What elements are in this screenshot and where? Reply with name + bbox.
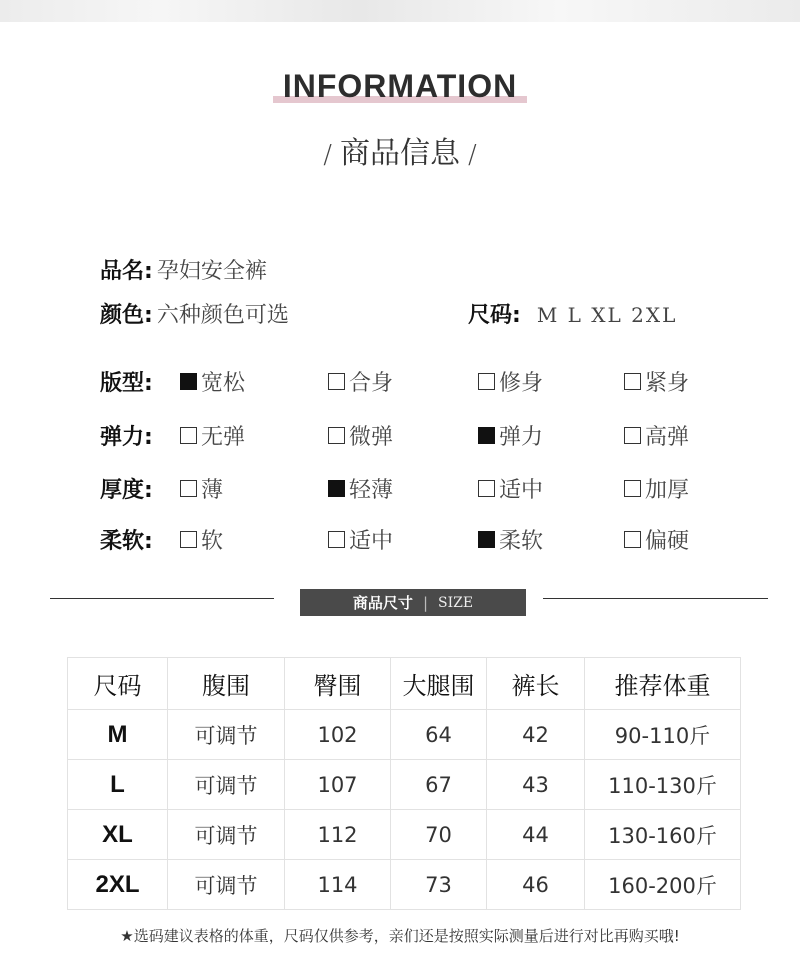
- table-row: [68, 810, 741, 860]
- option-label: 微弹: [349, 425, 394, 450]
- color-value: 六种颜色可选: [156, 303, 289, 328]
- size-banner-en: SIZE: [438, 594, 474, 611]
- option-label: 无弹: [201, 425, 246, 450]
- subtitle-text: 商品信息: [340, 136, 460, 171]
- attribute-label: 厚度:: [100, 478, 153, 503]
- cell-thigh: 70: [391, 810, 487, 860]
- cell-hip: 112: [285, 810, 391, 860]
- header-hip: 臀围: [285, 658, 391, 710]
- header-thigh: 大腿围: [391, 658, 487, 710]
- attribute-label: 版型:: [100, 371, 153, 396]
- checkbox-icon: [624, 531, 641, 548]
- information-heading: INFORMATION: [279, 68, 521, 105]
- cell-size: M: [68, 710, 168, 760]
- option-loose: [180, 366, 245, 397]
- size-label: 尺码:: [468, 303, 521, 328]
- checkbox-icon: [328, 427, 345, 444]
- product-name-row: [100, 254, 267, 285]
- option-regular: [328, 366, 393, 397]
- option-high: [624, 420, 689, 451]
- checkbox-icon: [624, 480, 641, 497]
- cell-waist: 可调节: [168, 810, 285, 860]
- option-light-thin: [328, 473, 393, 504]
- cell-waist: 可调节: [168, 710, 285, 760]
- checkbox-icon: [180, 373, 197, 390]
- option-label: 适中: [499, 478, 544, 503]
- checkbox-icon: [478, 480, 495, 497]
- option-label: 高弹: [645, 425, 690, 450]
- color-row: [100, 298, 289, 329]
- size-banner-separator: |: [422, 593, 428, 612]
- table-row: [68, 760, 741, 810]
- section-subtitle: [0, 128, 800, 172]
- option-stiff: [624, 524, 689, 555]
- section-title: [0, 68, 800, 105]
- cell-length: 42: [487, 710, 585, 760]
- size-table: [67, 657, 741, 910]
- checkbox-icon: [624, 427, 641, 444]
- cell-size: 2XL: [68, 860, 168, 910]
- cell-size: XL: [68, 810, 168, 860]
- option-label: 加厚: [645, 478, 690, 503]
- attribute-row-elasticity: [100, 420, 800, 450]
- attribute-row-thickness: [100, 473, 800, 503]
- color-label: 颜色:: [100, 303, 153, 328]
- checkbox-icon: [328, 531, 345, 548]
- checkbox-icon: [328, 480, 345, 497]
- slash-left: /: [323, 140, 332, 170]
- cell-length: 43: [487, 760, 585, 810]
- attribute-label: 弹力:: [100, 425, 153, 450]
- option-none: [180, 420, 245, 451]
- cell-weight: 130-160斤: [585, 810, 741, 860]
- option-medium: [478, 473, 543, 504]
- divider-right: [543, 598, 768, 599]
- cell-hip: 114: [285, 860, 391, 910]
- option-label: 偏硬: [645, 529, 690, 554]
- top-photo-strip: [0, 0, 800, 22]
- attribute-row-softness: [100, 524, 800, 554]
- attribute-row-fit: [100, 366, 800, 396]
- option-slim: [478, 366, 543, 397]
- size-row: [468, 298, 677, 329]
- table-row: [68, 710, 741, 760]
- checkbox-icon: [478, 373, 495, 390]
- cell-weight: 110-130斤: [585, 760, 741, 810]
- option-elastic: [478, 420, 543, 451]
- option-label: 修身: [499, 371, 544, 396]
- checkbox-icon: [624, 373, 641, 390]
- checkbox-icon: [180, 427, 197, 444]
- option-label: 合身: [349, 371, 394, 396]
- option-label: 轻薄: [349, 478, 394, 503]
- cell-waist: 可调节: [168, 760, 285, 810]
- option-soft: [180, 524, 223, 555]
- size-banner-cn: 商品尺寸: [352, 594, 413, 612]
- product-name-label: 品名:: [100, 259, 153, 284]
- option-label: 宽松: [201, 371, 246, 396]
- cell-size: L: [68, 760, 168, 810]
- cell-length: 46: [487, 860, 585, 910]
- option-label: 弹力: [499, 425, 544, 450]
- header-weight: 推荐体重: [585, 658, 741, 710]
- header-size: 尺码: [68, 658, 168, 710]
- option-label: 软: [201, 529, 224, 554]
- cell-waist: 可调节: [168, 860, 285, 910]
- cell-hip: 107: [285, 760, 391, 810]
- attribute-label: 柔软:: [100, 529, 153, 554]
- checkbox-icon: [478, 531, 495, 548]
- cell-weight: 160-200斤: [585, 860, 741, 910]
- option-moderate: [328, 524, 393, 555]
- option-thin: [180, 473, 223, 504]
- cell-weight: 90-110斤: [585, 710, 741, 760]
- size-footnote: ★选码建议表格的体重，尺码仅供参考，亲们还是按照实际测量后进行对比再购买哦!: [120, 927, 680, 945]
- cell-length: 44: [487, 810, 585, 860]
- size-section-banner: [300, 589, 526, 616]
- option-label: 薄: [201, 478, 224, 503]
- table-header-row: [68, 658, 741, 710]
- option-thick: [624, 473, 689, 504]
- cell-thigh: 64: [391, 710, 487, 760]
- cell-thigh: 67: [391, 760, 487, 810]
- option-supple: [478, 524, 543, 555]
- header-length: 裤长: [487, 658, 585, 710]
- option-tight: [624, 366, 689, 397]
- slash-right: /: [468, 140, 477, 170]
- checkbox-icon: [180, 480, 197, 497]
- checkbox-icon: [180, 531, 197, 548]
- header-waist: 腹围: [168, 658, 285, 710]
- option-label: 适中: [349, 529, 394, 554]
- size-value: M L XL 2XL: [536, 303, 678, 327]
- product-name-value: 孕妇安全裤: [156, 259, 267, 284]
- checkbox-icon: [328, 373, 345, 390]
- option-label: 柔软: [499, 529, 544, 554]
- table-row: [68, 860, 741, 910]
- cell-thigh: 73: [391, 860, 487, 910]
- cell-hip: 102: [285, 710, 391, 760]
- option-slight: [328, 420, 393, 451]
- option-label: 紧身: [645, 371, 690, 396]
- checkbox-icon: [478, 427, 495, 444]
- divider-left: [50, 598, 274, 599]
